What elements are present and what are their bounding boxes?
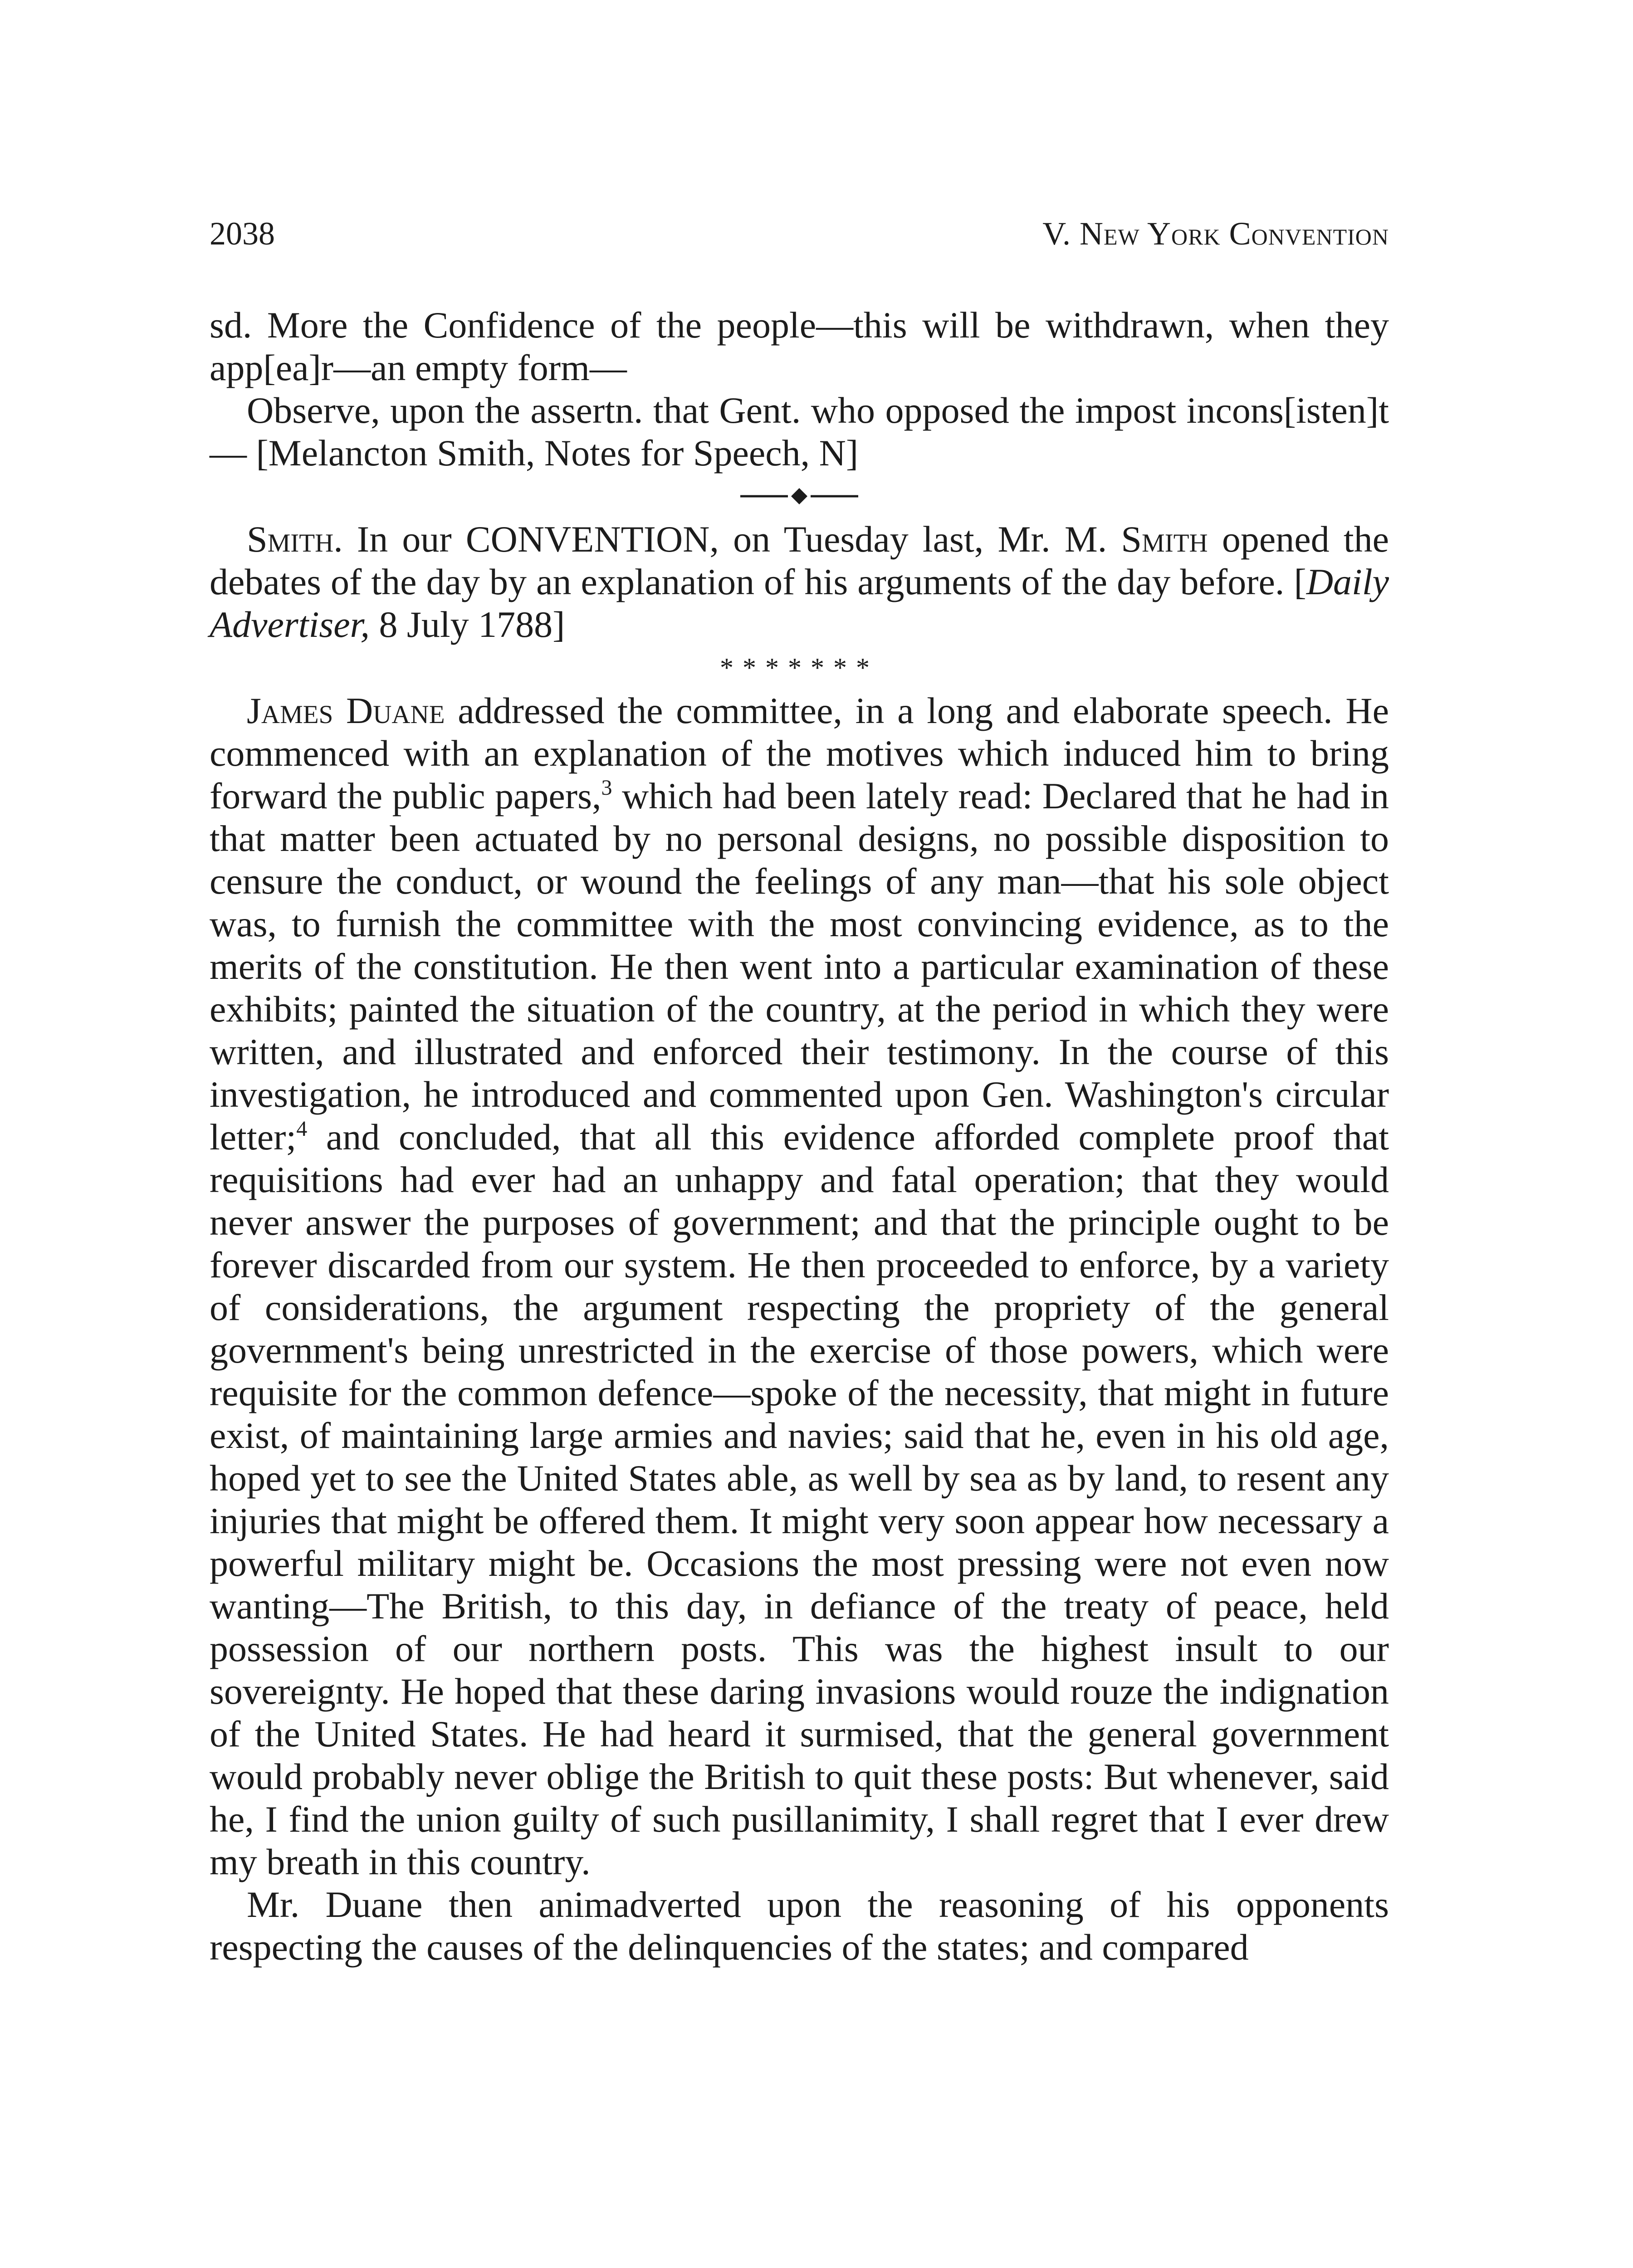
page-number: 2038 — [210, 215, 275, 252]
speaker-name: Smith — [247, 518, 334, 560]
source-date: 8 July 1788] — [369, 604, 565, 645]
notes-paragraph-1: sd. More the Confidence of the people—this will be withdrawn, when they app[ea]r—an empty form— — [210, 304, 1389, 388]
duane-text-b: which had been lately read: Declared that he had in that matter been actuated by no personal designs, no possible disposition to censure the conduct, or wound the feelings of any man—that his sole object was, to furnish the committee with the most convincing evidence, as to the merits of the constitution. He then went into a particular examination of these exhibits; painted the situation of the country, at the period in which they were written, and illustrated and enforced their testimony. In the course of this investigation, he introduced and commented upon Gen. Washington's circular letter; — [210, 775, 1389, 1158]
smith-paragraph — [210, 518, 1389, 646]
duane-paragraph-2: Mr. Duane then animadverted upon the reasoning of his opponents respecting the causes of the delinquencies of the states; and compared — [210, 1884, 1389, 1968]
document-page — [210, 213, 1389, 1969]
section-title: V. New York Convention — [1042, 215, 1389, 252]
duane-paragraph — [210, 689, 1389, 1883]
duane-text-c: and concluded, that all this evidence afforded complete proof that requisitions had ever had an unhappy and fatal operation; that they would never answer the purposes of government; and that the principle ought to be forever discarded from our system. He then proceeded to enforce, by a variety of considerations, the argument respecting the propriety of the general government's being unrestricted in the exercise of those powers, which were requisite for the common defence—spoke of the necessity, that might in future exist, of maintaining large armies and navies; said that he, even in his old age, hoped yet to see the United States able, as well by sea as by land, to resent any injuries that might be offered them. It might very soon appear how necessary a powerful military might be. Occasions the most pressing were not even now wanting—The British, to this day, in defiance of the treaty of peace, held possession of our northern posts. This was the highest insult to our sovereignty. He hoped that these daring invasions would rouze the indignation of the United States. He had heard it surmised, that the general government would probably never oblige the British to quit these posts: But whenever, said he, I find the union guilty of such pusillanimity, I shall regret that I ever drew my breath in this country. — [210, 1116, 1389, 1882]
running-head — [210, 213, 1389, 254]
asterisk-divider: ******* — [720, 653, 879, 683]
source-title: Daily Advertiser, — [210, 561, 1389, 645]
speaker-name-duane: James Duane — [247, 690, 445, 731]
footnote-ref-4: 4 — [296, 1117, 308, 1141]
smith-text-a: . In our CONVENTION, on Tuesday last, Mr. M. — [333, 518, 1121, 560]
smith-text-b: opened the debates of the day by an explanation of his arguments of the day before. [ — [210, 518, 1389, 602]
footnote-ref-3: 3 — [601, 776, 612, 800]
speaker-name-2: Smith — [1121, 518, 1208, 560]
notes-paragraph-2: Observe, upon the assertn. that Gent. who opposed the impost incons[isten]t— [Melancton Smith, Notes for Speech, N] — [210, 390, 1389, 474]
diamond-rule-icon — [740, 483, 858, 510]
section-ornament — [210, 474, 1389, 518]
duane-text-a: addressed the committee, in a long and elaborate speech. He commenced with an explanation of the motives which induced him to bring forward the public papers, — [210, 690, 1389, 816]
